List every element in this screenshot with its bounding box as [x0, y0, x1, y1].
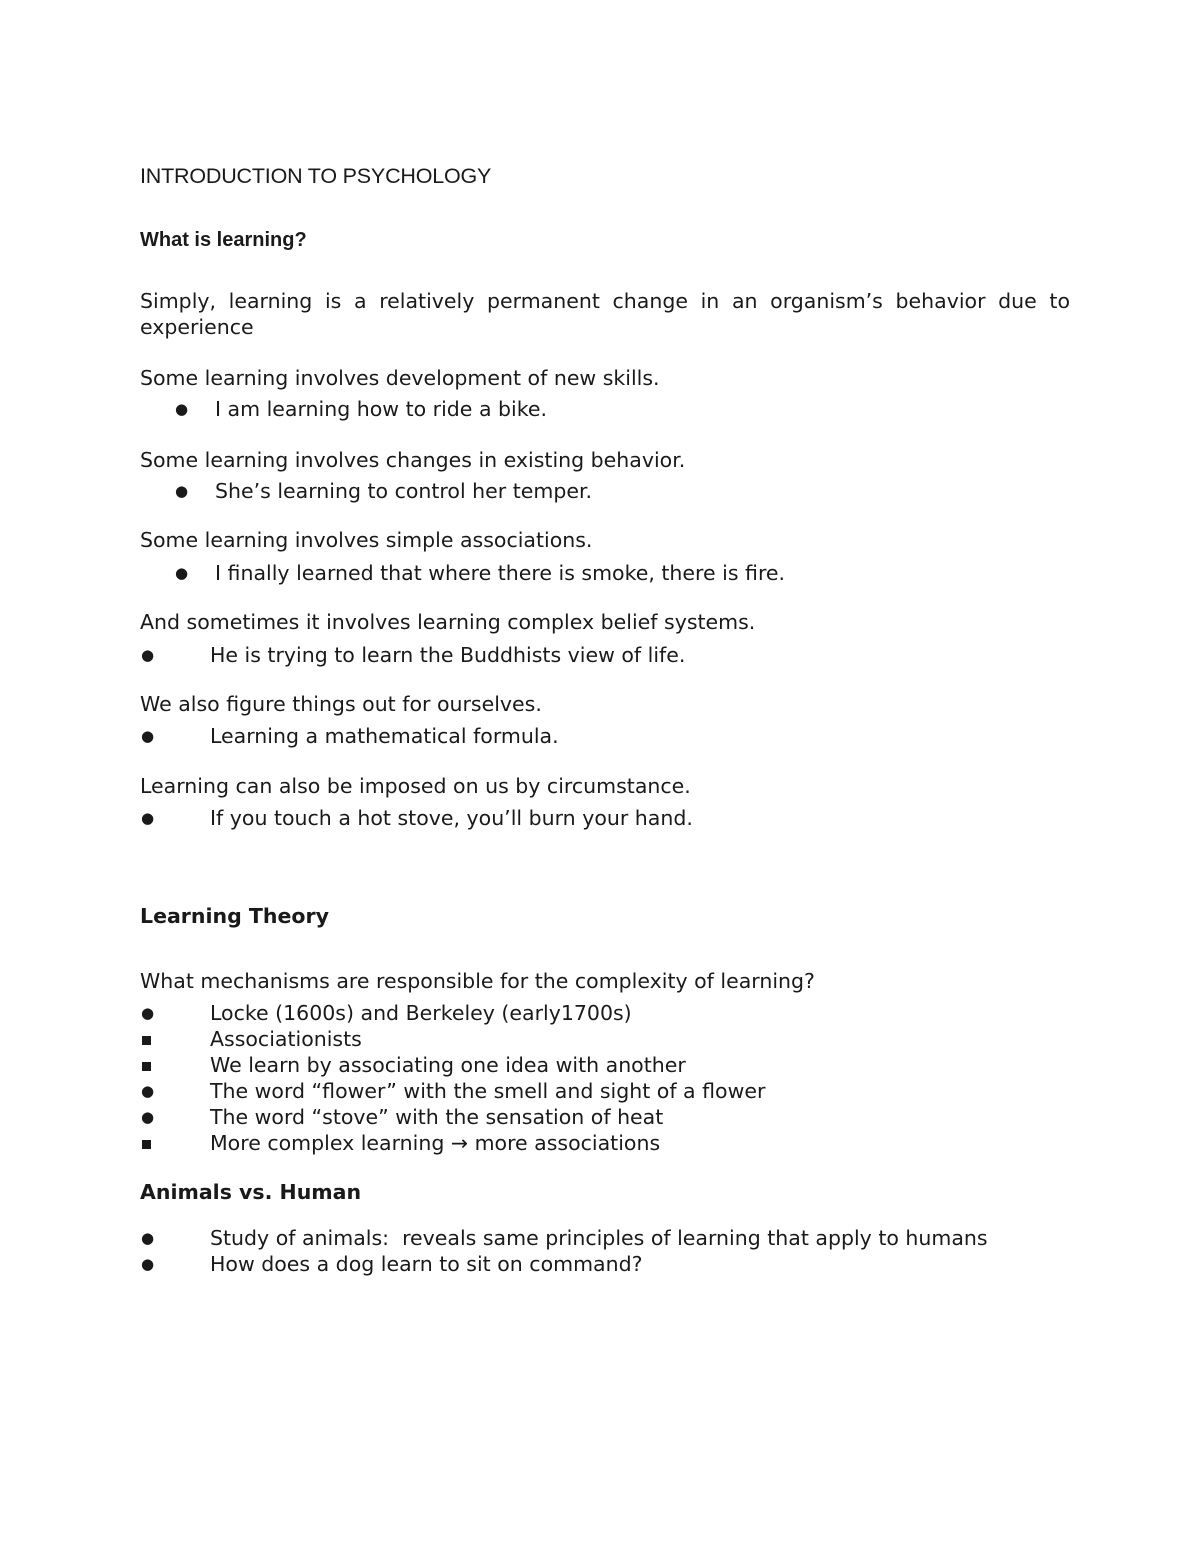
list-item-text: We learn by associating one idea with another [210, 1053, 686, 1077]
statement-existing-behavior: Some learning involves changes in existing behavior. [140, 448, 686, 472]
round-bullet-icon: ● [141, 1082, 155, 1100]
list-item-text: The word “stove” with the sensation of heat [210, 1105, 664, 1129]
list-item-text: More complex learning → more associations [210, 1131, 661, 1155]
learning-theory-question: What mechanisms are responsible for the complexity of learning? [140, 969, 815, 993]
learning-definition: Simply, learning is a relatively permanent change in an organism’s behavior due to experience [140, 289, 1070, 339]
square-bullet-icon [142, 1140, 151, 1149]
section-heading-animals-vs-human: Animals vs. Human [140, 1180, 362, 1204]
round-bullet-icon: ● [175, 564, 189, 582]
statement-belief-systems: And sometimes it involves learning complex belief systems. [140, 610, 756, 634]
list-item-text: Associationists [210, 1027, 362, 1051]
round-bullet-icon: ● [175, 400, 189, 418]
list-item-text: Study of animals: reveals same principles of learning that apply to humans [210, 1226, 988, 1250]
example-text: If you touch a hot stove, you’ll burn your hand. [210, 806, 693, 830]
statement-figure-out: We also figure things out for ourselves. [140, 692, 542, 716]
section-heading-learning-theory: Learning Theory [140, 904, 329, 928]
list-item-text: How does a dog learn to sit on command? [210, 1252, 643, 1276]
section-heading-what-is-learning: What is learning? [140, 229, 307, 251]
example-text: He is trying to learn the Buddhists view of life. [210, 643, 686, 667]
round-bullet-icon: ● [141, 1108, 155, 1126]
example-text: I finally learned that where there is smoke, there is fire. [215, 561, 786, 585]
round-bullet-icon: ● [175, 482, 189, 500]
square-bullet-icon [142, 1062, 151, 1071]
square-bullet-icon [142, 1036, 151, 1045]
statement-new-skills: Some learning involves development of new skills. [140, 366, 660, 390]
statement-circumstance: Learning can also be imposed on us by circumstance. [140, 774, 691, 798]
document-title: INTRODUCTION TO PSYCHOLOGY [140, 164, 492, 188]
example-text: Learning a mathematical formula. [210, 724, 559, 748]
round-bullet-icon: ● [141, 1229, 155, 1247]
list-item-text: The word “flower” with the smell and sight of a flower [210, 1079, 766, 1103]
round-bullet-icon: ● [141, 727, 155, 745]
example-text: She’s learning to control her temper. [215, 479, 593, 503]
round-bullet-icon: ● [141, 809, 155, 827]
statement-simple-associations: Some learning involves simple associations. [140, 528, 593, 552]
round-bullet-icon: ● [141, 1255, 155, 1273]
list-item-text: Locke (1600s) and Berkeley (early1700s) [210, 1001, 632, 1025]
round-bullet-icon: ● [141, 646, 155, 664]
round-bullet-icon: ● [141, 1004, 155, 1022]
example-text: I am learning how to ride a bike. [215, 397, 547, 421]
